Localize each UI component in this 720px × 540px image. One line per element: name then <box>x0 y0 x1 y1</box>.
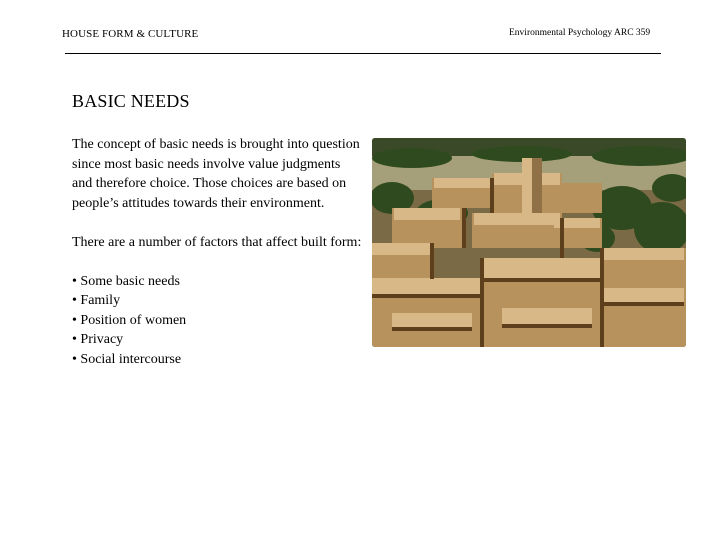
village-photo-drawing <box>372 138 686 347</box>
factor-item: • Social intercourse <box>72 351 182 367</box>
factors-paragraph: There are a number of factors that affect built form: <box>72 234 362 250</box>
course-title: HOUSE FORM & CULTURE <box>62 28 199 40</box>
factor-item: • Privacy <box>72 332 124 347</box>
palm-cluster <box>372 148 452 168</box>
slide-heading: BASIC NEEDS <box>72 91 190 111</box>
course-code: Environmental Psychology ARC 359 <box>509 28 651 38</box>
factor-item: • Family <box>72 293 121 308</box>
tower-shadow <box>532 158 542 213</box>
village-photo <box>372 138 686 347</box>
factors-list <box>72 272 362 370</box>
header-divider <box>65 53 661 54</box>
factor-item: • Some basic needs <box>72 273 180 289</box>
factor-item: • Position of women <box>72 312 187 328</box>
slide-body <box>72 135 362 369</box>
intro-paragraph: The concept of basic needs is brought into question since most basic needs involve value judgments and therefore choice. Those choices are based on people’s attitudes towards their environment. <box>72 137 360 211</box>
